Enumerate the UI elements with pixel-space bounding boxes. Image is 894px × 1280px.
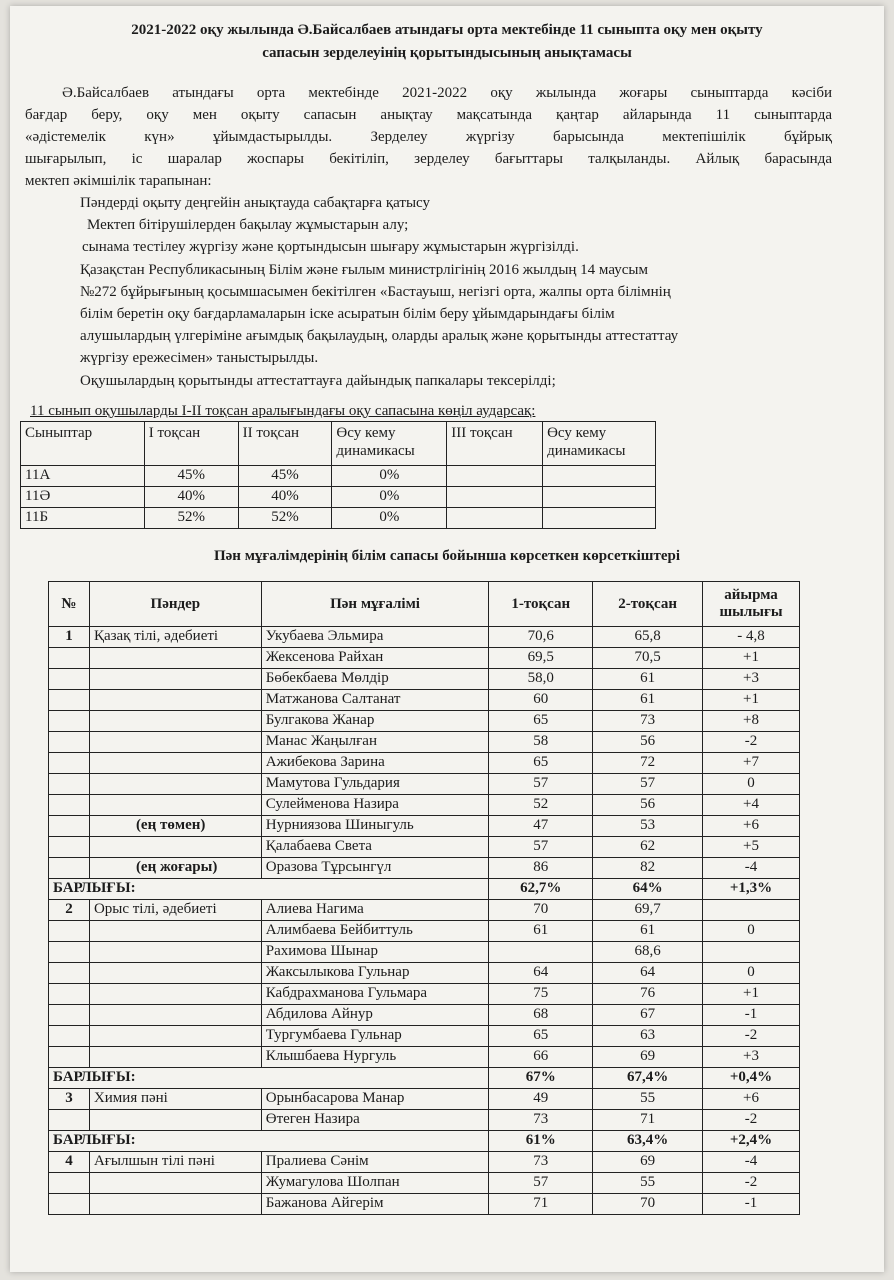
difference-value: +3	[703, 669, 800, 690]
quarter2-value: 55	[593, 1173, 703, 1194]
quarter-cell: 11Б	[21, 508, 145, 529]
quarter-header-cell: Өсу кему динамикасы	[332, 422, 447, 466]
subtotal-row	[49, 1068, 800, 1089]
subtotal-diff: +2,4%	[703, 1131, 800, 1152]
teacher-name: Кабдрахманова Гульмара	[261, 984, 489, 1005]
quarter-cell	[543, 508, 656, 529]
teacher-row	[49, 858, 800, 879]
quarter1-value: 71	[489, 1194, 593, 1215]
quarter2-value: 69	[593, 1152, 703, 1173]
teacher-name: Бажанова Айгерім	[261, 1194, 489, 1215]
quarter1-value: 57	[489, 837, 593, 858]
quarter2-value: 64	[593, 963, 703, 984]
difference-value: -2	[703, 1110, 800, 1131]
difference-value: +5	[703, 837, 800, 858]
quarter1-value: 60	[489, 690, 593, 711]
row-number: 3	[49, 1089, 90, 1110]
quarter-cell	[447, 508, 543, 529]
quarter-caption: 11 сынып оқушыларды І-ІІ тоқсан аралығындағы оқу сапасына көңіл аударсақ:	[30, 403, 536, 419]
difference-value: +8	[703, 711, 800, 732]
teacher-row	[49, 711, 800, 732]
difference-value: 0	[703, 921, 800, 942]
list-line: Мектеп бітірушілерден бақылау жұмыстарын алу;	[87, 217, 409, 233]
subtotal-q1: 67%	[489, 1068, 593, 1089]
quarter2-value: 57	[593, 774, 703, 795]
row-number	[49, 1005, 90, 1026]
difference-value: -1	[703, 1005, 800, 1026]
teacher-name: Оразова Тұрсынгүл	[261, 858, 489, 879]
quarter1-value: 70	[489, 900, 593, 921]
quarter-cell	[543, 487, 656, 508]
subtotal-label: БАРЛЫҒЫ:	[49, 1068, 489, 1089]
intro-line: Ә.Байсалбаев атындағы орта мектебінде 2021-2022 оқу жылында жоғары сыныптарда кәсіби	[62, 85, 832, 101]
subtotal-q2: 63,4%	[593, 1131, 703, 1152]
teacher-name: Қалабаева Света	[261, 837, 489, 858]
teacher-name: Рахимова Шынар	[261, 942, 489, 963]
teacher-name: Тургумбаева Гульнар	[261, 1026, 489, 1047]
row-number	[49, 963, 90, 984]
subject-cell	[89, 1026, 261, 1047]
teachers-header-cell: Пәндер	[89, 582, 261, 627]
difference-value: -1	[703, 1194, 800, 1215]
teacher-name: Абдилова Айнур	[261, 1005, 489, 1026]
teacher-row	[49, 942, 800, 963]
teacher-name: Нурниязова Шиныгуль	[261, 816, 489, 837]
quarter1-value: 47	[489, 816, 593, 837]
teacher-name: Бөбекбаева Мөлдір	[261, 669, 489, 690]
teacher-name: Матжанова Салтанат	[261, 690, 489, 711]
quarter-table	[20, 421, 656, 529]
teacher-row	[49, 1173, 800, 1194]
subject-cell	[89, 942, 261, 963]
quarter1-value: 57	[489, 774, 593, 795]
subtotal-row	[49, 1131, 800, 1152]
subtotal-diff: +1,3%	[703, 879, 800, 900]
teacher-name: Укубаева Эльмира	[261, 627, 489, 648]
quarter-cell: 0%	[332, 487, 447, 508]
subject-cell: (ең төмен)	[89, 816, 261, 837]
teacher-row	[49, 648, 800, 669]
quarter-cell: 45%	[238, 466, 332, 487]
intro-line: мектеп әкімшілік тарапынан:	[25, 173, 212, 189]
quarter2-value: 69	[593, 1047, 703, 1068]
subject-cell	[89, 1110, 261, 1131]
quarter2-value: 71	[593, 1110, 703, 1131]
teacher-name: Жумагулова Шолпан	[261, 1173, 489, 1194]
teacher-row	[49, 1152, 800, 1173]
quarter-cell: 45%	[144, 466, 238, 487]
quarter1-value: 49	[489, 1089, 593, 1110]
teacher-name: Манас Жаңылған	[261, 732, 489, 753]
quarter1-value: 73	[489, 1152, 593, 1173]
list-line: Қазақстан Республикасының Білім және ғылым министрлігінің 2016 жылдың 14 маусым	[80, 262, 648, 278]
quarter-header-row	[21, 422, 656, 466]
quarter-cell: 40%	[238, 487, 332, 508]
quarter1-value: 70,6	[489, 627, 593, 648]
quarter2-value: 63	[593, 1026, 703, 1047]
subtotal-label: БАРЛЫҒЫ:	[49, 1131, 489, 1152]
difference-value: - 4,8	[703, 627, 800, 648]
subject-cell	[89, 1173, 261, 1194]
quarter1-value	[489, 942, 593, 963]
subject-cell: (ең жоғары)	[89, 858, 261, 879]
row-number	[49, 648, 90, 669]
list-line: білім беретін оқу бағдарламаларын іске асыратын білім беру ұйымдарындағы білім	[80, 306, 615, 322]
quarter2-value: 56	[593, 795, 703, 816]
teacher-row	[49, 1089, 800, 1110]
row-number: 1	[49, 627, 90, 648]
quarter-header-cell: Сыныптар	[21, 422, 145, 466]
quarter-header-cell: ІІ тоқсан	[238, 422, 332, 466]
subject-cell	[89, 1047, 261, 1068]
teacher-name: Сулейменова Назира	[261, 795, 489, 816]
quarter1-value: 57	[489, 1173, 593, 1194]
subject-cell: Ағылшын тілі пәні	[89, 1152, 261, 1173]
quarter1-value: 73	[489, 1110, 593, 1131]
row-number	[49, 795, 90, 816]
teacher-row	[49, 1110, 800, 1131]
row-number	[49, 1173, 90, 1194]
row-number	[49, 732, 90, 753]
subject-cell	[89, 690, 261, 711]
subject-cell	[89, 753, 261, 774]
difference-value: +7	[703, 753, 800, 774]
teacher-name: Пралиева Сәнім	[261, 1152, 489, 1173]
subject-cell	[89, 669, 261, 690]
quarter1-value: 65	[489, 711, 593, 732]
quarter-cell	[447, 487, 543, 508]
list-line: Пәндерді оқыту деңгейін анықтауда сабақтарға қатысу	[80, 195, 430, 211]
teacher-row	[49, 1194, 800, 1215]
teacher-name: Мамутова Гульдария	[261, 774, 489, 795]
quarter1-value: 66	[489, 1047, 593, 1068]
teacher-row	[49, 669, 800, 690]
quarter-header-cell: І тоқсан	[144, 422, 238, 466]
quarter2-value: 61	[593, 669, 703, 690]
teacher-row	[49, 690, 800, 711]
quarter1-value: 52	[489, 795, 593, 816]
row-number	[49, 774, 90, 795]
difference-value: -2	[703, 1026, 800, 1047]
difference-value: +1	[703, 648, 800, 669]
teacher-name: Орынбасарова Манар	[261, 1089, 489, 1110]
teacher-row	[49, 627, 800, 648]
quarter-cell: 52%	[144, 508, 238, 529]
subject-cell	[89, 984, 261, 1005]
subject-cell	[89, 1194, 261, 1215]
row-number: 4	[49, 1152, 90, 1173]
row-number: 2	[49, 900, 90, 921]
subject-cell	[89, 774, 261, 795]
teachers-header-cell: айырма шылығы	[703, 582, 800, 627]
difference-value	[703, 900, 800, 921]
quarter-cell	[447, 466, 543, 487]
subject-cell	[89, 732, 261, 753]
difference-value: +6	[703, 1089, 800, 1110]
difference-value: +1	[703, 690, 800, 711]
teacher-name: Клышбаева Нургуль	[261, 1047, 489, 1068]
quarter1-value: 69,5	[489, 648, 593, 669]
quarter2-value: 55	[593, 1089, 703, 1110]
teacher-row	[49, 1005, 800, 1026]
row-number	[49, 669, 90, 690]
quarter2-value: 76	[593, 984, 703, 1005]
difference-value: +6	[703, 816, 800, 837]
quarter1-value: 65	[489, 753, 593, 774]
list-line: алушылардың үлгеріміне ағымдық бақылаудың, оларды аралық және қорытынды аттестаттау	[80, 328, 679, 344]
subtotal-q1: 61%	[489, 1131, 593, 1152]
list-line: сынама тестілеу жүргізу және қортындысын шығару жұмыстарын жүргізілді.	[82, 239, 579, 255]
subject-cell	[89, 1005, 261, 1026]
subject-cell	[89, 963, 261, 984]
row-number	[49, 816, 90, 837]
teacher-row	[49, 900, 800, 921]
intro-line: шығарылып, іс шаралар жоспары бекітіліп, зерделеу бағыттары талқыланды. Айлық барасында	[25, 151, 832, 167]
difference-value: -4	[703, 858, 800, 879]
subject-cell: Орыс тілі, әдебиеті	[89, 900, 261, 921]
quarter1-value: 64	[489, 963, 593, 984]
doc-title-line2: сапасын зерделеуінің қорытындысының анықтамасы	[262, 45, 632, 61]
teacher-name: Ажибекова Зарина	[261, 753, 489, 774]
quarter2-value: 65,8	[593, 627, 703, 648]
teacher-row	[49, 774, 800, 795]
quarter2-value: 73	[593, 711, 703, 732]
quarter1-value: 61	[489, 921, 593, 942]
teachers-table	[48, 581, 800, 1215]
quarter1-value: 75	[489, 984, 593, 1005]
teacher-row	[49, 921, 800, 942]
subtotal-q2: 67,4%	[593, 1068, 703, 1089]
quarter-row	[21, 466, 656, 487]
subject-cell	[89, 795, 261, 816]
teacher-row	[49, 795, 800, 816]
row-number	[49, 942, 90, 963]
difference-value: 0	[703, 774, 800, 795]
teacher-name: Алиева Нагима	[261, 900, 489, 921]
quarter2-value: 70,5	[593, 648, 703, 669]
subtotal-q1: 62,7%	[489, 879, 593, 900]
quarter-cell: 11А	[21, 466, 145, 487]
quarter2-value: 56	[593, 732, 703, 753]
quarter-cell	[543, 466, 656, 487]
quarter2-value: 67	[593, 1005, 703, 1026]
row-number	[49, 1194, 90, 1215]
teacher-row	[49, 1026, 800, 1047]
row-number	[49, 1110, 90, 1131]
quarter-header-cell: ІІІ тоқсан	[447, 422, 543, 466]
intro-line: бағдар беру, оқу мен оқыту сапасын анықтау мақсатында қаңтар айларында 11 сыныптарда	[25, 107, 832, 123]
list-line: жүргізу ережесімен» таныстырылды.	[80, 350, 319, 366]
quarter-cell: 0%	[332, 508, 447, 529]
teacher-name: Алимбаева Бейбиттуль	[261, 921, 489, 942]
teacher-name: Жаксылыкова Гульнар	[261, 963, 489, 984]
difference-value: +4	[703, 795, 800, 816]
teachers-table-title: Пән мұғалімдерінің білім сапасы бойынша көрсеткен көрсеткіштері	[213, 548, 680, 564]
quarter-row	[21, 508, 656, 529]
quarter-cell: 40%	[144, 487, 238, 508]
difference-value: 0	[703, 963, 800, 984]
difference-value: +3	[703, 1047, 800, 1068]
teacher-row	[49, 816, 800, 837]
quarter2-value: 61	[593, 921, 703, 942]
teacher-name: Өтеген Назира	[261, 1110, 489, 1131]
quarter1-value: 58	[489, 732, 593, 753]
row-number	[49, 921, 90, 942]
teacher-row	[49, 753, 800, 774]
quarter1-value: 58,0	[489, 669, 593, 690]
teachers-header-row	[49, 582, 800, 627]
row-number	[49, 753, 90, 774]
quarter2-value: 61	[593, 690, 703, 711]
row-number	[49, 837, 90, 858]
subject-cell: Химия пәні	[89, 1089, 261, 1110]
teacher-row	[49, 963, 800, 984]
teacher-row	[49, 732, 800, 753]
subtotal-label: БАРЛЫҒЫ:	[49, 879, 489, 900]
row-number	[49, 690, 90, 711]
subtotal-row	[49, 879, 800, 900]
subtotal-q2: 64%	[593, 879, 703, 900]
row-number	[49, 1026, 90, 1047]
quarter1-value: 86	[489, 858, 593, 879]
teachers-header-cell: Пән мұғалімі	[261, 582, 489, 627]
row-number	[49, 711, 90, 732]
doc-title-line1: 2021-2022 оқу жылында Ә.Байсалбаев атындағы орта мектебінде 11 сыныпта оқу мен оқыту	[131, 22, 763, 38]
teachers-header-cell: 2-тоқсан	[593, 582, 703, 627]
subject-cell: Қазақ тілі, әдебиеті	[89, 627, 261, 648]
list-line: Оқушылардың қорытынды аттестаттауға дайындық папкалары тексерілді;	[80, 373, 556, 389]
intro-line: «әдістемелік күн» ұйымдастырылды. Зерделеу жүргізу барысында мектепішілік бұйрық	[25, 129, 832, 145]
quarter2-value: 62	[593, 837, 703, 858]
difference-value	[703, 942, 800, 963]
subject-cell	[89, 837, 261, 858]
quarter-cell: 52%	[238, 508, 332, 529]
subject-cell	[89, 921, 261, 942]
teacher-name: Жексенова Райхан	[261, 648, 489, 669]
quarter2-value: 82	[593, 858, 703, 879]
subtotal-diff: +0,4%	[703, 1068, 800, 1089]
teacher-row	[49, 1047, 800, 1068]
difference-value: -2	[703, 732, 800, 753]
difference-value: +1	[703, 984, 800, 1005]
difference-value: -4	[703, 1152, 800, 1173]
quarter1-value: 68	[489, 1005, 593, 1026]
quarter2-value: 70	[593, 1194, 703, 1215]
subject-cell	[89, 648, 261, 669]
difference-value: -2	[703, 1173, 800, 1194]
subject-cell	[89, 711, 261, 732]
row-number	[49, 858, 90, 879]
row-number	[49, 984, 90, 1005]
teachers-header-cell: 1-тоқсан	[489, 582, 593, 627]
quarter-cell: 11Ә	[21, 487, 145, 508]
teachers-header-cell: №	[49, 582, 90, 627]
quarter-row	[21, 487, 656, 508]
quarter-header-cell: Өсу кему динамикасы	[543, 422, 656, 466]
teacher-row	[49, 984, 800, 1005]
quarter2-value: 53	[593, 816, 703, 837]
quarter2-value: 68,6	[593, 942, 703, 963]
quarter1-value: 65	[489, 1026, 593, 1047]
quarter2-value: 69,7	[593, 900, 703, 921]
teacher-row	[49, 837, 800, 858]
quarter-cell: 0%	[332, 466, 447, 487]
list-line: №272 бұйрығының қосымшасымен бекітілген «Бастауыш, негізгі орта, жалпы орта білімнің	[80, 284, 671, 300]
teacher-name: Булгакова Жанар	[261, 711, 489, 732]
quarter2-value: 72	[593, 753, 703, 774]
row-number	[49, 1047, 90, 1068]
